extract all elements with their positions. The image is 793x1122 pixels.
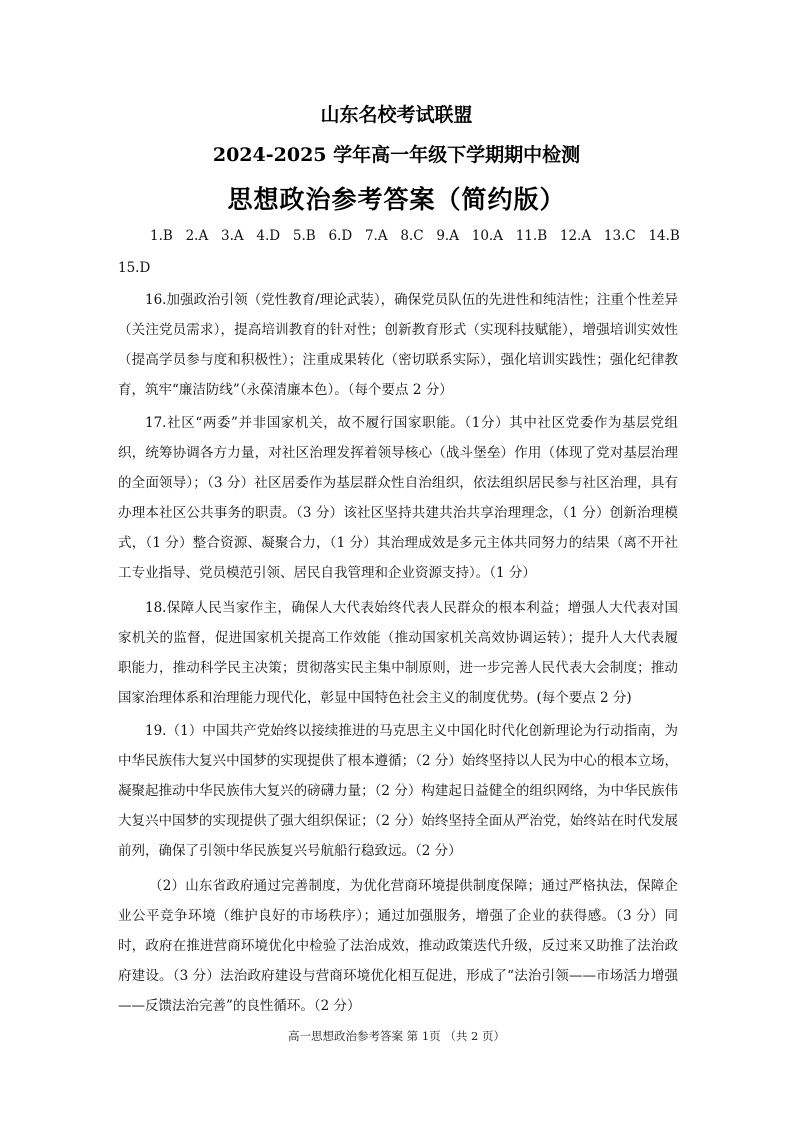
exam-title: 2024-2025 学年高一年级下学期期中检测 [212,144,581,166]
page-footer: 高一思想政治参考答案 第 1页 （共 2 页） [288,1029,505,1043]
answer-q19-part1: 19.（1）中国共产党始终以接续推进的马克思主义中国化时代化创新理论为行动指南，为中华民族伟大复兴中国梦的实现提供了根本遵循；（2 分）始终坚持以人民为中心的根本立场，凝聚起推动中华民族伟大复兴的磅礴力量；（2 分）构建起日益健全的组织网络，为中华民族伟大复兴中国梦的实现提供了强大组织保证；（2 分）始终坚持全面从严治党，始终站在时代发展前列，确保了引领中华民族复兴号航船行稳致远。（2 分） [118,723,678,859]
answer-q17: 17.社区“两委”并非国家机关，故不履行国家职能。（1分）其中社区党委作为基层党组织，统筹协调各方力量，对社区治理发挥着领导核心（战斗堡垒）作用（体现了党对基层治理的全面领导）；（3 分）社区居委作为基层群众性自治组织，依法组织居民参与社区治理，具有办理本社区公共事务的职责。（3 分）该社区坚持共建共治共享治理理念，（1 分）创新治理模式，（1 分）整合资源、凝聚合力，（1 分）其治理成效是多元主体共同努力的结果（离不开社工专业指导、党员模范引领、居民自我管理和企业资源支持）。（1 分） [118,415,678,581]
choice-answer: 2.A [185,228,209,244]
choice-answer-last: 15.D [118,260,151,276]
choice-answer: 13.C [603,228,636,244]
choice-answer: 7.A [364,228,388,244]
choice-answer: 11.B [515,228,548,244]
choice-answer: 4.D [256,228,281,244]
choice-answer: 10.A [471,228,503,244]
choice-answer: 14.B [648,228,680,244]
alliance-title: 山东名校考试联盟 [320,104,473,126]
choice-answer: 12.A [559,228,592,244]
answer-q19-part2: （2）山东省政府通过完善制度，为优化营商环境提供制度保障；通过严格执法，保障企业公平竞争环境（维护良好的市场秩序）；通过加强服务，增强了企业的获得感。（3 分）同时，政府在推进营商环境优化中检验了法治成效，推动政策迭代升级，反过来又助推了法治政府建设。（3 分）法治政府建设与营商环境优化相互促进，形成了“法治引领——市场活力增强——反馈法治完善”的良性循环。（2 分） [118,878,678,1014]
answer-q16: 16.加强政治引领（党性教育/理论武装），确保党员队伍的先进性和纯洁性；注重个性差异（关注党员需求），提高培训教育的针对性；创新教育形式（实现科技赋能），增强培训实效性（提高学员参与度和积极性）；注重成果转化（密切联系实际），强化培训实践性；强化纪律教育，筑牢“廉洁防线”（永葆清廉本色）。（每个要点 2 分） [118,292,678,398]
choice-answer: 3.A [220,228,244,244]
page-title: 思想政治参考答案（简约版） [227,185,566,214]
choice-answer: 1.B [150,228,173,244]
answer-q18: 18.保障人民当家作主，确保人大代表始终代表人民群众的根本利益；增强人大代表对国家机关的监督，促进国家机关提高工作效能（推动国家机关高效协调运转）；提升人大代表履职能力，推动科学民主决策；贯彻落实民主集中制原则，进一步完善人民代表大会制度；推动国家治理体系和治理能力现代化，彰显中国特色社会主义的制度优势。(每个要点 2 分) [118,600,678,706]
choice-answer: 9.A [436,228,459,244]
choice-answer: 6.D [328,228,353,244]
choice-answer: 5.B [292,228,316,244]
multiple-choice-row [150,228,680,244]
choice-answer: 8.C [400,228,424,244]
